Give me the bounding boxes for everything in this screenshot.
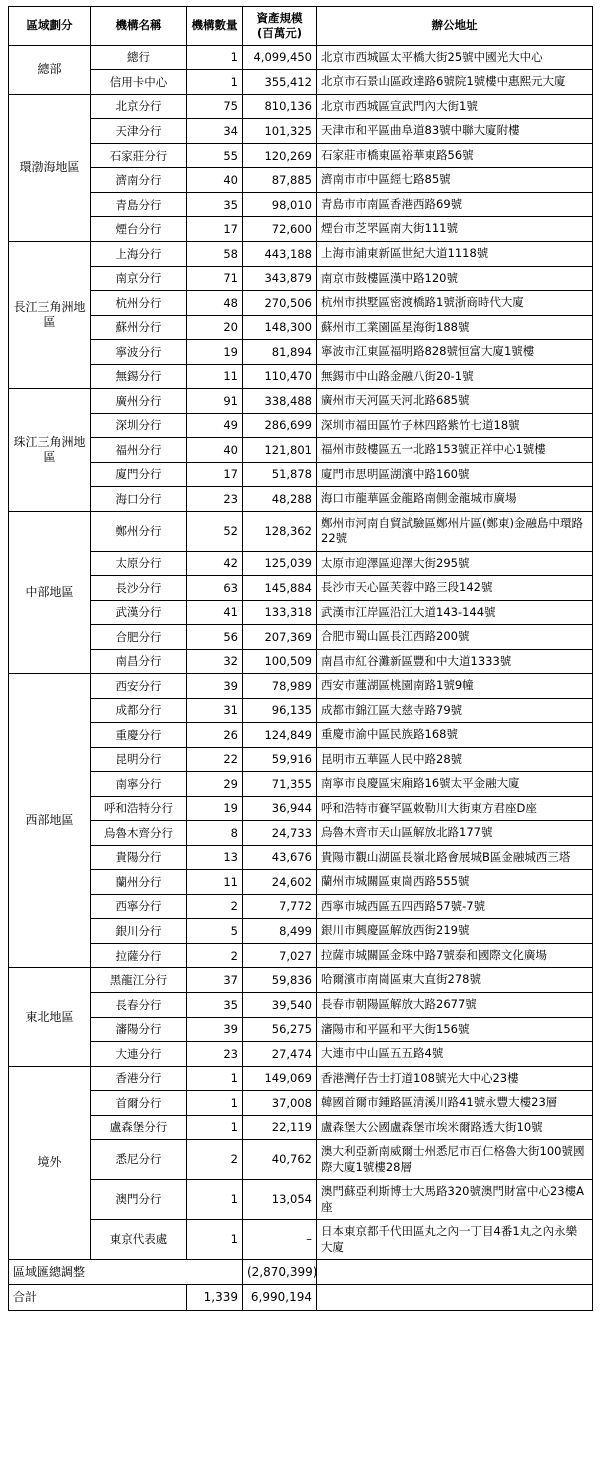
institution-count-cell: 1 bbox=[187, 1180, 243, 1220]
table-row bbox=[9, 723, 593, 748]
table-header-row bbox=[9, 7, 593, 46]
total-label: 合計 bbox=[9, 1285, 187, 1310]
address-cell: 南京市鼓樓區漢中路120號 bbox=[317, 266, 593, 291]
assets-cell: 286,699 bbox=[243, 413, 317, 438]
adjustment-assets: (2,870,399) bbox=[243, 1260, 317, 1285]
institution-name-cell: 鄭州分行 bbox=[91, 511, 187, 551]
address-cell: 天津市和平區曲阜道83號中聯大廈附樓 bbox=[317, 119, 593, 144]
address-cell: 寧波市江東區福明路828號恒富大廈1號樓 bbox=[317, 340, 593, 365]
table-row bbox=[9, 143, 593, 168]
institution-count-cell: 5 bbox=[187, 919, 243, 944]
institution-count-cell: 11 bbox=[187, 364, 243, 389]
institution-name-cell: 長春分行 bbox=[91, 992, 187, 1017]
institution-name-cell: 天津分行 bbox=[91, 119, 187, 144]
assets-cell: 443,188 bbox=[243, 242, 317, 267]
assets-cell: 133,318 bbox=[243, 600, 317, 625]
assets-cell: 27,474 bbox=[243, 1042, 317, 1067]
address-cell: 合肥市蜀山區長江西路200號 bbox=[317, 625, 593, 650]
address-cell: 南昌市紅谷灘新區豐和中大道1333號 bbox=[317, 649, 593, 674]
table-row bbox=[9, 1066, 593, 1091]
column-header-assets-line2: (百萬元) bbox=[256, 25, 302, 40]
institution-name-cell: 大連分行 bbox=[91, 1042, 187, 1067]
institution-count-cell: 58 bbox=[187, 242, 243, 267]
table-row bbox=[9, 943, 593, 968]
table-row bbox=[9, 576, 593, 601]
address-cell: 成都市錦江區大慈寺路79號 bbox=[317, 698, 593, 723]
institution-name-cell: 貴陽分行 bbox=[91, 845, 187, 870]
address-cell: 廈門市思明區湖濱中路160號 bbox=[317, 462, 593, 487]
table-row bbox=[9, 968, 593, 993]
assets-cell: 207,369 bbox=[243, 625, 317, 650]
address-cell: 青島市市南區香港西路69號 bbox=[317, 192, 593, 217]
adjustment-address bbox=[317, 1260, 593, 1285]
address-cell: 長沙市天心區芙蓉中路三段142號 bbox=[317, 576, 593, 601]
table-row bbox=[9, 845, 593, 870]
address-cell: 韓國首爾市鍾路區清溪川路41號永豐大樓23層 bbox=[317, 1091, 593, 1116]
table-row bbox=[9, 438, 593, 463]
institution-count-cell: 56 bbox=[187, 625, 243, 650]
region-cell: 長江三角洲地區 bbox=[9, 242, 91, 389]
institution-count-cell: 35 bbox=[187, 192, 243, 217]
assets-cell: 24,602 bbox=[243, 870, 317, 895]
institution-name-cell: 烏魯木齊分行 bbox=[91, 821, 187, 846]
table-row bbox=[9, 992, 593, 1017]
address-cell: 長春市朝陽區解放大路2677號 bbox=[317, 992, 593, 1017]
institution-count-cell: 11 bbox=[187, 870, 243, 895]
table-row bbox=[9, 821, 593, 846]
assets-cell: 56,275 bbox=[243, 1017, 317, 1042]
address-cell: 北京市西城區太平橋大街25號中國光大中心 bbox=[317, 45, 593, 70]
assets-cell: 338,488 bbox=[243, 389, 317, 414]
assets-cell: 110,470 bbox=[243, 364, 317, 389]
address-cell: 北京市西城區宣武門內大街1號 bbox=[317, 94, 593, 119]
institution-name-cell: 武漢分行 bbox=[91, 600, 187, 625]
table-row bbox=[9, 168, 593, 193]
region-cell: 東北地區 bbox=[9, 968, 91, 1066]
institution-count-cell: 34 bbox=[187, 119, 243, 144]
assets-cell: 87,885 bbox=[243, 168, 317, 193]
table-row bbox=[9, 1220, 593, 1260]
institution-name-cell: 廈門分行 bbox=[91, 462, 187, 487]
address-cell: 盧森堡大公國盧森堡市埃米爾路透大街10號 bbox=[317, 1115, 593, 1140]
address-cell: 西安市蓮湖區桃園南路1號9幢 bbox=[317, 674, 593, 699]
assets-cell: 270,506 bbox=[243, 291, 317, 316]
region-cell: 西部地區 bbox=[9, 674, 91, 968]
institution-name-cell: 寧波分行 bbox=[91, 340, 187, 365]
table-row bbox=[9, 1091, 593, 1116]
institution-name-cell: 深圳分行 bbox=[91, 413, 187, 438]
institution-name-cell: 西安分行 bbox=[91, 674, 187, 699]
region-cell: 環渤海地區 bbox=[9, 94, 91, 241]
institution-count-cell: 55 bbox=[187, 143, 243, 168]
table-row bbox=[9, 772, 593, 797]
table-row bbox=[9, 70, 593, 95]
address-cell: 呼和浩特市賽罕區敕勒川大街東方君座D座 bbox=[317, 796, 593, 821]
institution-count-cell: 40 bbox=[187, 168, 243, 193]
assets-cell: – bbox=[243, 1220, 317, 1260]
assets-cell: 96,135 bbox=[243, 698, 317, 723]
institution-name-cell: 杭州分行 bbox=[91, 291, 187, 316]
column-header-assets bbox=[243, 7, 317, 46]
institution-count-cell: 20 bbox=[187, 315, 243, 340]
institution-count-cell: 13 bbox=[187, 845, 243, 870]
institution-name-cell: 總行 bbox=[91, 45, 187, 70]
institution-name-cell: 拉薩分行 bbox=[91, 943, 187, 968]
institution-name-cell: 濟南分行 bbox=[91, 168, 187, 193]
table-row bbox=[9, 551, 593, 576]
adjustment-row bbox=[9, 1260, 593, 1285]
assets-cell: 78,989 bbox=[243, 674, 317, 699]
table-row bbox=[9, 94, 593, 119]
table-row bbox=[9, 600, 593, 625]
assets-cell: 149,069 bbox=[243, 1066, 317, 1091]
institution-count-cell: 32 bbox=[187, 649, 243, 674]
table-row bbox=[9, 894, 593, 919]
institution-count-cell: 17 bbox=[187, 462, 243, 487]
institution-count-cell: 41 bbox=[187, 600, 243, 625]
institution-name-cell: 福州分行 bbox=[91, 438, 187, 463]
assets-cell: 40,762 bbox=[243, 1140, 317, 1180]
institution-name-cell: 黑龍江分行 bbox=[91, 968, 187, 993]
assets-cell: 81,894 bbox=[243, 340, 317, 365]
address-cell: 澳大利亞新南威爾士州悉尼市百仁格魯大街100號國際大廈1號樓28層 bbox=[317, 1140, 593, 1180]
column-header-region: 區域劃分 bbox=[9, 7, 91, 46]
institution-name-cell: 香港分行 bbox=[91, 1066, 187, 1091]
address-cell: 澳門蘇亞利斯博士大馬路320號澳門財富中心23樓A座 bbox=[317, 1180, 593, 1220]
institution-name-cell: 重慶分行 bbox=[91, 723, 187, 748]
region-cell: 境外 bbox=[9, 1066, 91, 1260]
institution-name-cell: 南昌分行 bbox=[91, 649, 187, 674]
institution-count-cell: 71 bbox=[187, 266, 243, 291]
address-cell: 杭州市拱墅區密渡橋路1號浙商時代大廈 bbox=[317, 291, 593, 316]
table-row bbox=[9, 462, 593, 487]
institution-name-cell: 海口分行 bbox=[91, 487, 187, 512]
address-cell: 海口市龍華區金龍路南側金龍城市廣場 bbox=[317, 487, 593, 512]
institution-count-cell: 2 bbox=[187, 1140, 243, 1180]
institution-name-cell: 信用卡中心 bbox=[91, 70, 187, 95]
assets-cell: 120,269 bbox=[243, 143, 317, 168]
address-cell: 蘭州市城關區東崗西路555號 bbox=[317, 870, 593, 895]
institution-name-cell: 首爾分行 bbox=[91, 1091, 187, 1116]
institution-count-cell: 19 bbox=[187, 340, 243, 365]
assets-cell: 810,136 bbox=[243, 94, 317, 119]
table-row bbox=[9, 796, 593, 821]
assets-cell: 343,879 bbox=[243, 266, 317, 291]
table-row bbox=[9, 242, 593, 267]
institution-count-cell: 29 bbox=[187, 772, 243, 797]
institution-name-cell: 西寧分行 bbox=[91, 894, 187, 919]
address-cell: 濟南市市中區經七路85號 bbox=[317, 168, 593, 193]
institution-count-cell: 42 bbox=[187, 551, 243, 576]
institution-count-cell: 39 bbox=[187, 1017, 243, 1042]
assets-cell: 355,412 bbox=[243, 70, 317, 95]
assets-cell: 59,916 bbox=[243, 747, 317, 772]
institution-name-cell: 昆明分行 bbox=[91, 747, 187, 772]
table-row bbox=[9, 45, 593, 70]
institution-count-cell: 1 bbox=[187, 1066, 243, 1091]
table-row bbox=[9, 364, 593, 389]
address-cell: 拉薩市城關區金珠中路7號泰和國際文化廣場 bbox=[317, 943, 593, 968]
institution-count-cell: 91 bbox=[187, 389, 243, 414]
assets-cell: 43,676 bbox=[243, 845, 317, 870]
table-row bbox=[9, 315, 593, 340]
address-cell: 石家莊市橋東區裕華東路56號 bbox=[317, 143, 593, 168]
institution-count-cell: 22 bbox=[187, 747, 243, 772]
institution-name-cell: 太原分行 bbox=[91, 551, 187, 576]
assets-cell: 24,733 bbox=[243, 821, 317, 846]
assets-cell: 100,509 bbox=[243, 649, 317, 674]
region-cell: 中部地區 bbox=[9, 511, 91, 674]
institution-count-cell: 2 bbox=[187, 943, 243, 968]
assets-cell: 125,039 bbox=[243, 551, 317, 576]
assets-cell: 4,099,450 bbox=[243, 45, 317, 70]
address-cell: 日本東京都千代田區丸之內一丁目4番1丸之內永樂大廈 bbox=[317, 1220, 593, 1260]
institution-name-cell: 盧森堡分行 bbox=[91, 1115, 187, 1140]
address-cell: 貴陽市觀山湖區長嶺北路會展城B區金融城西三塔 bbox=[317, 845, 593, 870]
institution-count-cell: 40 bbox=[187, 438, 243, 463]
column-header-assets-line1: 資產規模 bbox=[256, 11, 303, 25]
address-cell: 烏魯木齊市天山區解放北路177號 bbox=[317, 821, 593, 846]
table-row bbox=[9, 487, 593, 512]
institution-name-cell: 東京代表處 bbox=[91, 1220, 187, 1260]
institution-count-cell: 1 bbox=[187, 1115, 243, 1140]
address-cell: 南寧市良慶區宋廂路16號太平金融大廈 bbox=[317, 772, 593, 797]
address-cell: 西寧市城西區五四西路57號-7號 bbox=[317, 894, 593, 919]
column-header-count: 機構數量 bbox=[187, 7, 243, 46]
assets-cell: 59,836 bbox=[243, 968, 317, 993]
assets-cell: 124,849 bbox=[243, 723, 317, 748]
institution-count-cell: 1 bbox=[187, 1091, 243, 1116]
assets-cell: 7,027 bbox=[243, 943, 317, 968]
address-cell: 昆明市五華區人民中路28號 bbox=[317, 747, 593, 772]
institution-name-cell: 上海分行 bbox=[91, 242, 187, 267]
address-cell: 太原市迎澤區迎澤大街295號 bbox=[317, 551, 593, 576]
table-row bbox=[9, 217, 593, 242]
table-row bbox=[9, 870, 593, 895]
table-row bbox=[9, 1042, 593, 1067]
institution-name-cell: 長沙分行 bbox=[91, 576, 187, 601]
table-row bbox=[9, 698, 593, 723]
table-row bbox=[9, 1115, 593, 1140]
table-row bbox=[9, 119, 593, 144]
assets-cell: 101,325 bbox=[243, 119, 317, 144]
branch-network-table bbox=[8, 6, 593, 1311]
institution-count-cell: 23 bbox=[187, 487, 243, 512]
table-row bbox=[9, 674, 593, 699]
adjustment-label: 區域匯總調整 bbox=[9, 1260, 243, 1285]
institution-count-cell: 37 bbox=[187, 968, 243, 993]
assets-cell: 72,600 bbox=[243, 217, 317, 242]
assets-cell: 37,008 bbox=[243, 1091, 317, 1116]
institution-name-cell: 銀川分行 bbox=[91, 919, 187, 944]
assets-cell: 98,010 bbox=[243, 192, 317, 217]
address-cell: 無錫市中山路金融八街20-1號 bbox=[317, 364, 593, 389]
address-cell: 福州市鼓樓區五一北路153號正祥中心1號樓 bbox=[317, 438, 593, 463]
address-cell: 深圳市福田區竹子林四路紫竹七道18號 bbox=[317, 413, 593, 438]
assets-cell: 22,119 bbox=[243, 1115, 317, 1140]
assets-cell: 7,772 bbox=[243, 894, 317, 919]
assets-cell: 71,355 bbox=[243, 772, 317, 797]
institution-name-cell: 成都分行 bbox=[91, 698, 187, 723]
assets-cell: 148,300 bbox=[243, 315, 317, 340]
institution-count-cell: 1 bbox=[187, 1220, 243, 1260]
institution-count-cell: 63 bbox=[187, 576, 243, 601]
table-row bbox=[9, 1140, 593, 1180]
address-cell: 瀋陽市和平區和平大街156號 bbox=[317, 1017, 593, 1042]
table-row bbox=[9, 389, 593, 414]
total-assets: 6,990,194 bbox=[243, 1285, 317, 1310]
institution-count-cell: 39 bbox=[187, 674, 243, 699]
institution-name-cell: 南寧分行 bbox=[91, 772, 187, 797]
table-row bbox=[9, 340, 593, 365]
table-row bbox=[9, 266, 593, 291]
region-cell: 總部 bbox=[9, 45, 91, 94]
table-row bbox=[9, 192, 593, 217]
institution-name-cell: 蘇州分行 bbox=[91, 315, 187, 340]
address-cell: 重慶市渝中區民族路168號 bbox=[317, 723, 593, 748]
address-cell: 北京市石景山區政達路6號院1號樓中惠熙元大廈 bbox=[317, 70, 593, 95]
assets-cell: 128,362 bbox=[243, 511, 317, 551]
institution-name-cell: 青島分行 bbox=[91, 192, 187, 217]
address-cell: 鄭州市河南自貿試驗區鄭州片區(鄭東)金融島中環路22號 bbox=[317, 511, 593, 551]
institution-count-cell: 49 bbox=[187, 413, 243, 438]
institution-name-cell: 悉尼分行 bbox=[91, 1140, 187, 1180]
institution-name-cell: 煙台分行 bbox=[91, 217, 187, 242]
institution-name-cell: 石家莊分行 bbox=[91, 143, 187, 168]
address-cell: 大連市中山區五五路4號 bbox=[317, 1042, 593, 1067]
institution-name-cell: 澳門分行 bbox=[91, 1180, 187, 1220]
address-cell: 上海市浦東新區世紀大道1118號 bbox=[317, 242, 593, 267]
assets-cell: 121,801 bbox=[243, 438, 317, 463]
institution-count-cell: 19 bbox=[187, 796, 243, 821]
column-header-address: 辦公地址 bbox=[317, 7, 593, 46]
table-row bbox=[9, 919, 593, 944]
institution-name-cell: 南京分行 bbox=[91, 266, 187, 291]
institution-count-cell: 75 bbox=[187, 94, 243, 119]
table-row bbox=[9, 291, 593, 316]
address-cell: 武漢市江岸區沿江大道143-144號 bbox=[317, 600, 593, 625]
institution-name-cell: 合肥分行 bbox=[91, 625, 187, 650]
institution-name-cell: 廣州分行 bbox=[91, 389, 187, 414]
institution-name-cell: 無錫分行 bbox=[91, 364, 187, 389]
address-cell: 香港灣仔告士打道108號光大中心23樓 bbox=[317, 1066, 593, 1091]
assets-cell: 13,054 bbox=[243, 1180, 317, 1220]
table-body bbox=[9, 45, 593, 1310]
assets-cell: 48,288 bbox=[243, 487, 317, 512]
institution-count-cell: 2 bbox=[187, 894, 243, 919]
address-cell: 煙台市芝罘區南大街111號 bbox=[317, 217, 593, 242]
institution-count-cell: 35 bbox=[187, 992, 243, 1017]
institution-count-cell: 31 bbox=[187, 698, 243, 723]
total-count: 1,339 bbox=[187, 1285, 243, 1310]
table-row bbox=[9, 511, 593, 551]
table-row bbox=[9, 413, 593, 438]
institution-name-cell: 瀋陽分行 bbox=[91, 1017, 187, 1042]
table-row bbox=[9, 1017, 593, 1042]
institution-name-cell: 蘭州分行 bbox=[91, 870, 187, 895]
institution-count-cell: 17 bbox=[187, 217, 243, 242]
total-address bbox=[317, 1285, 593, 1310]
institution-count-cell: 23 bbox=[187, 1042, 243, 1067]
total-row bbox=[9, 1285, 593, 1310]
address-cell: 哈爾濱市南崗區東大直街278號 bbox=[317, 968, 593, 993]
institution-count-cell: 1 bbox=[187, 70, 243, 95]
table-row bbox=[9, 649, 593, 674]
institution-count-cell: 1 bbox=[187, 45, 243, 70]
assets-cell: 36,944 bbox=[243, 796, 317, 821]
address-cell: 銀川市興慶區解放西街219號 bbox=[317, 919, 593, 944]
assets-cell: 51,878 bbox=[243, 462, 317, 487]
address-cell: 廣州市天河區天河北路685號 bbox=[317, 389, 593, 414]
assets-cell: 145,884 bbox=[243, 576, 317, 601]
institution-count-cell: 52 bbox=[187, 511, 243, 551]
institution-name-cell: 北京分行 bbox=[91, 94, 187, 119]
institution-count-cell: 48 bbox=[187, 291, 243, 316]
institution-count-cell: 8 bbox=[187, 821, 243, 846]
region-cell: 珠江三角洲地區 bbox=[9, 389, 91, 512]
assets-cell: 8,499 bbox=[243, 919, 317, 944]
table-row bbox=[9, 1180, 593, 1220]
table-row bbox=[9, 747, 593, 772]
table-header bbox=[9, 7, 593, 46]
institution-name-cell: 呼和浩特分行 bbox=[91, 796, 187, 821]
address-cell: 蘇州市工業園區星海街188號 bbox=[317, 315, 593, 340]
column-header-name: 機構名稱 bbox=[91, 7, 187, 46]
table-row bbox=[9, 625, 593, 650]
assets-cell: 39,540 bbox=[243, 992, 317, 1017]
institution-count-cell: 26 bbox=[187, 723, 243, 748]
